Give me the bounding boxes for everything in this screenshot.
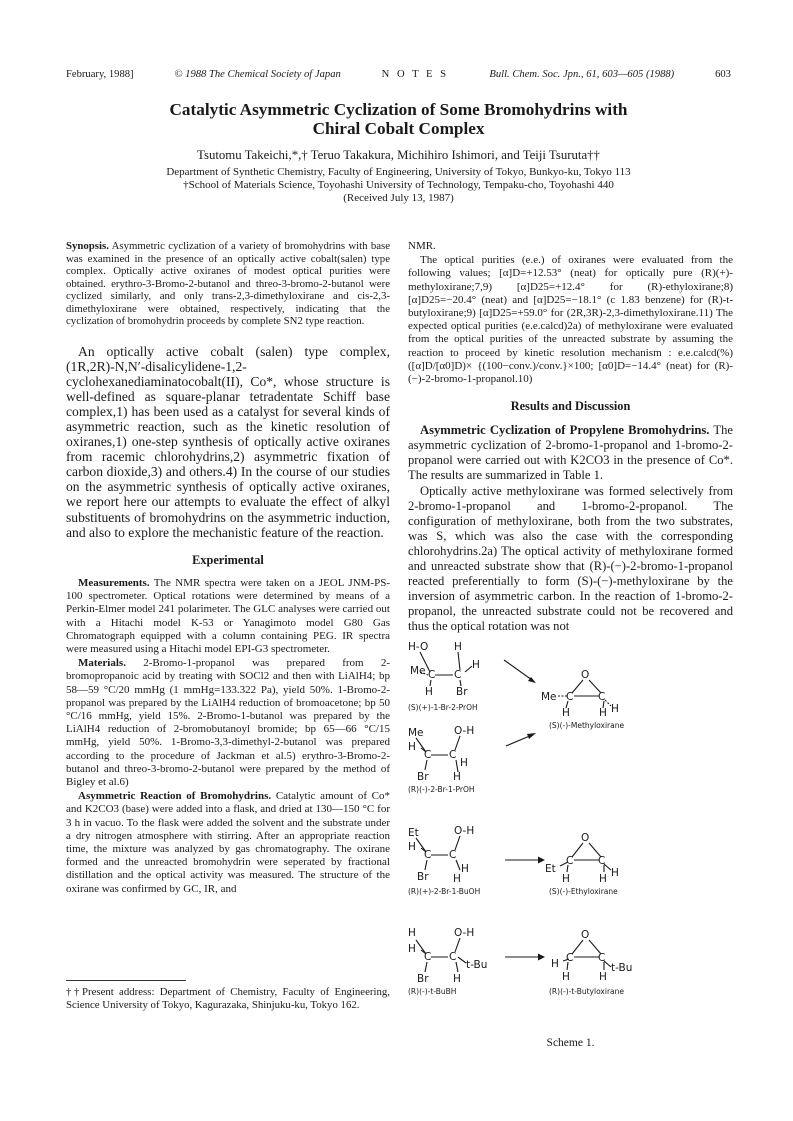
atom-c: C [428,669,436,681]
atom-c: C [449,749,457,761]
atom-et: Et [545,863,556,875]
atom-c: C [424,951,432,963]
experimental-heading: Experimental [192,552,264,567]
title-line-2: Chiral Cobalt Complex [312,119,485,138]
synopsis-label: Synopsis. [66,240,109,252]
atom-h: H [611,703,619,715]
atom-o: O [581,929,590,941]
atom-h: H [408,943,416,955]
atom-c: C [598,691,606,703]
scheme-bonds [416,652,611,972]
atom-h: H [562,707,570,719]
atom-o: O [581,832,590,844]
header-section: N O T E S [381,69,449,80]
atom-c: C [454,669,462,681]
paragraph-label: Asymmetric Reaction of Bromohydrins. [78,790,272,803]
atom-c: C [598,855,606,867]
atom-h: H [551,958,559,970]
atom-h: H [453,771,461,783]
atom-c: C [424,849,432,861]
synopsis [66,240,390,328]
atom-h: H [453,873,461,885]
compound-label-methyloxirane: (S)(-)-Methyloxirane [549,721,625,730]
scheme-1 [408,620,733,1040]
atom-oh: O-H [454,725,475,737]
atom-h: H [599,971,607,983]
atom-tbu: t-Bu [611,962,633,974]
compound-label-sm1: (S)(+)-1-Br-2-PrOH [408,703,478,712]
footnote-divider [66,980,186,981]
paragraph-text: 2-Bromo-1-propanol was prepared from 2-bromopropanoic acid by treating with SOCl2 and then with LiAlH4; bp 58—59 °C/20 mmHg (1 mmHg=133.322 Pa), yield 50%. 1-Bromo-2-propanol was prepared by the LiAlH4 reduction of bromoacetone; bp 50 °C/16 mmHg, yield 15%. 2-Bromo-1-butanol was prepared by the LiAlH4 reduction of 2-bromobutanoyl bromide; bp 65—66 °C/15 mmHg, yield 50%. 1-Bromo-3,3-dimethyl-2-butanol was prepared according to the procedure of Jackman et al.5) erythro-3-Bromo-2-butanol and threo-3-bromo-2-butanol were prepared by the method of Bigley et al.6) [66,657,391,788]
atom-c: C [566,855,574,867]
results-heading: Results and Discussion [510,399,631,414]
right-column [408,240,733,634]
footnote: ††Present address: Department of Chemistry, Faculty of Engineering, Science University of Tokyo, Kagurazaka, Shinjuku-ku, Tokyo 162. [66,986,390,1011]
atom-et: Et [408,827,419,839]
atom-oh: O-H [454,825,475,837]
article-title [66,100,731,138]
intro-paragraph: An optically active cobalt (salen) type complex, (1R,2R)-N,N′-disalicylidene-1,2-cyclohexanediaminatocobalt(II), Co*, whose structure is well-defined as square-planar tetradentate Schiff base complex,1) has been used as a catalyst for several kinds of asymmetric reaction, such as the kinetic resolution of oxiranes,1) one-step synthesis of optically active oxiranes from racemic chlorohydrins,2) asymmetric fixation of carbon dioxide,3) and others.4) In the course of our studies on the asymmetric synthesis of optically active oxiranes, we report here our attempts to evaluate the effect of alkyl substituents of bromohydrins on the asymmetric induction, and also to explore the mechanistic feature of the reaction. [66,343,390,540]
asymmetric-reaction-paragraph [66,790,390,896]
header-journal: Bull. Chem. Soc. Jpn., 61, 603—605 (1988) [489,69,675,80]
optical-purity-paragraph: The optical purities (e.e.) of oxiranes were evaluated from the following values; [α]D=+12.53° (neat) for optically pure (R)(+)-methyloxirane;7,9) [α]D25=+12.4° for (R)-ethyloxirane;8) [α]D25=−20.4° (neat) and [α]D25=−18.1° (c 1.83 benzene) for (R)-t-butyloxirane;9) [α]D25=+59.0° for (2R,3R)-2,3-dimethyloxirane.11) The expected optical purities (e.e.calcd)2a) of methyloxirane were evaluated from the optical purities of the unreacted substrate by assuming the reaction to proceed by kinetic resolution mechanism : e.e.calcd(%)([α]D/[α0]D)× {(100−conv.)/conv.}×100; [α0]D=−14.4° (neat) for (R)-(−)-2-bromo-1-propanol.10) [408,254,733,386]
atom-h: H [425,686,433,698]
scheme-caption: Scheme 1. [546,1037,595,1049]
atom-br: Br [417,771,429,783]
scheme-1-drawing [408,620,733,1040]
atom-c: C [566,691,574,703]
atom-me: Me [410,665,426,677]
atom-me: Me [408,727,424,739]
atom-h: H [453,973,461,985]
measurements-paragraph [66,577,390,656]
atom-h: H [562,873,570,885]
atom-h: H [408,741,416,753]
paragraph-text: The asymmetric cyclization of 2-bromo-1-propanol and 1-bromo-2-propanol were carried out with K2CO3 in the presence of Co*. The results are summarized in Table 1. [408,423,734,483]
results-discussion [408,423,733,634]
atom-tbu: t-Bu [466,959,488,971]
scheme-atoms [408,641,632,985]
atom-h: H [562,971,570,983]
header-date: February, 1988] [66,69,134,80]
atom-h: H [460,757,468,769]
atom-h: H [408,927,416,939]
atom-h: H [599,707,607,719]
atom-c: C [424,749,432,761]
atom-c: C [449,849,457,861]
paragraph-text: The NMR spectra were taken on a JEOL JNM-PS-100 spectrometer. Optical rotations were determined by means of a Perkin-Elmer model 241 polarimeter. The GLC analyses were carried out with a Hitachi model K-53 or Yanagimoto model G80 Gas Chromatograph equipped with a column containing PEG. IR spectra were measured using a Hitachi model EPI-G3 spectrometer. [66,576,390,655]
atom-c: C [598,952,606,964]
atom-br: Br [417,871,429,883]
affiliation-1: Department of Synthetic Chemistry, Faculty of Engineering, University of Tokyo, Bunkyo-ku, Tokyo 113 [166,166,631,178]
running-header [66,69,731,80]
header-page-number: 603 [715,69,731,80]
scheme-compound-labels [408,703,624,996]
title-line-1: Catalytic Asymmetric Cyclization of Some Bromohydrins with [169,100,628,119]
atom-br: Br [417,973,429,985]
received-date: (Received July 13, 1987) [343,192,454,204]
compound-label-sm4: (R)(-)-t-BuBH [408,987,457,996]
atom-h: H [472,659,480,671]
compound-label-ethyloxirane: (S)(-)-Ethyloxirane [549,887,618,896]
author-list: Tsutomu Takeichi,*,† Teruo Takakura, Michihiro Ishimori, and Teiji Tsuruta†† [197,148,600,162]
affiliation-2: †School of Materials Science, Toyohashi University of Technology, Tempaku-cho, Toyohashi 440 [183,179,614,191]
compound-label-sm3: (R)(+)-2-Br-1-BuOH [408,887,481,896]
atom-c: C [566,952,574,964]
atom-me: Me [541,691,557,703]
results-paragraph-2: Optically active methyloxirane was formed selectively from 2-bromo-1-propanol and 1-bromo-2-propanol. The configuration of methyloxirane, both from the two substrates, was S, which was also the case with the corresponding chlorohydrins.2a) The optical activity of methyloxirane formed and unreacted substrate show that (R)-(−)-2-bromo-1-propanol reacted preferentially to form (S)-(−)-methyloxirane by the inversion of asymmetric carbon. In the reaction of 1-bromo-2-propanol, the unreacted substrate could not be recovered and thus the optical rotation was not [408,484,733,634]
paragraph-label: Measurements. [78,576,150,589]
materials-paragraph [66,657,390,789]
header-copyright: © 1988 The Chemical Society of Japan [174,69,341,80]
atom-o: O [581,669,590,681]
left-column [66,240,390,896]
atom-oh: O-H [454,927,475,939]
compound-label-t-butyloxirane: (R)(-)-t-Butyloxirane [549,987,624,996]
paragraph-label: Materials. [78,657,126,670]
atom-c: C [449,951,457,963]
atom-h: H [461,863,469,875]
continuation-text: NMR. [408,240,436,252]
compound-label-sm2: (R)(-)-2-Br-1-PrOH [408,785,475,794]
atom-h: H [454,641,462,653]
atom-ho: H-O [408,641,429,653]
atom-h: H [611,867,619,879]
results-paragraph-1 [408,423,733,483]
paragraph-label: Asymmetric Cyclization of Propylene Bromohydrins. [420,423,710,438]
atom-br: Br [456,686,468,698]
atom-h: H [599,873,607,885]
paragraph-text: Catalytic amount of Co* and K2CO3 (base) were added into a flask, and dried at 130—150 °C for 3 h in vacuo. To the flask were added the solvent and the substrate under a dry nitrogen atmosphere with stirring. After an appropriate reaction time, the mixture was analyzed by gas chromatography. The oxirane formed and the unreacted bromohydrin were seperated by fractional distillation and the optical activity was measured. The structure of the oxirane was confirmed by GC, IR, and [66,790,391,895]
atom-h: H [408,841,416,853]
synopsis-text: Asymmetric cyclization of a variety of bromohydrins with base was examined in the presence of an optically active cobalt(salen) type complex. Optically active oxiranes of modest optical purities were obtained. erythro-3-Bromo-2-butanol and threo-3-bromo-2-butanol were cyclized similarly, and only trans-2,3-dimethyloxirane and cis-2,3-dimethyloxirane were obtained, respectively, indicating that the cyclization of bromohydrin proceeds by complete SN2 type reaction. [66,240,390,327]
